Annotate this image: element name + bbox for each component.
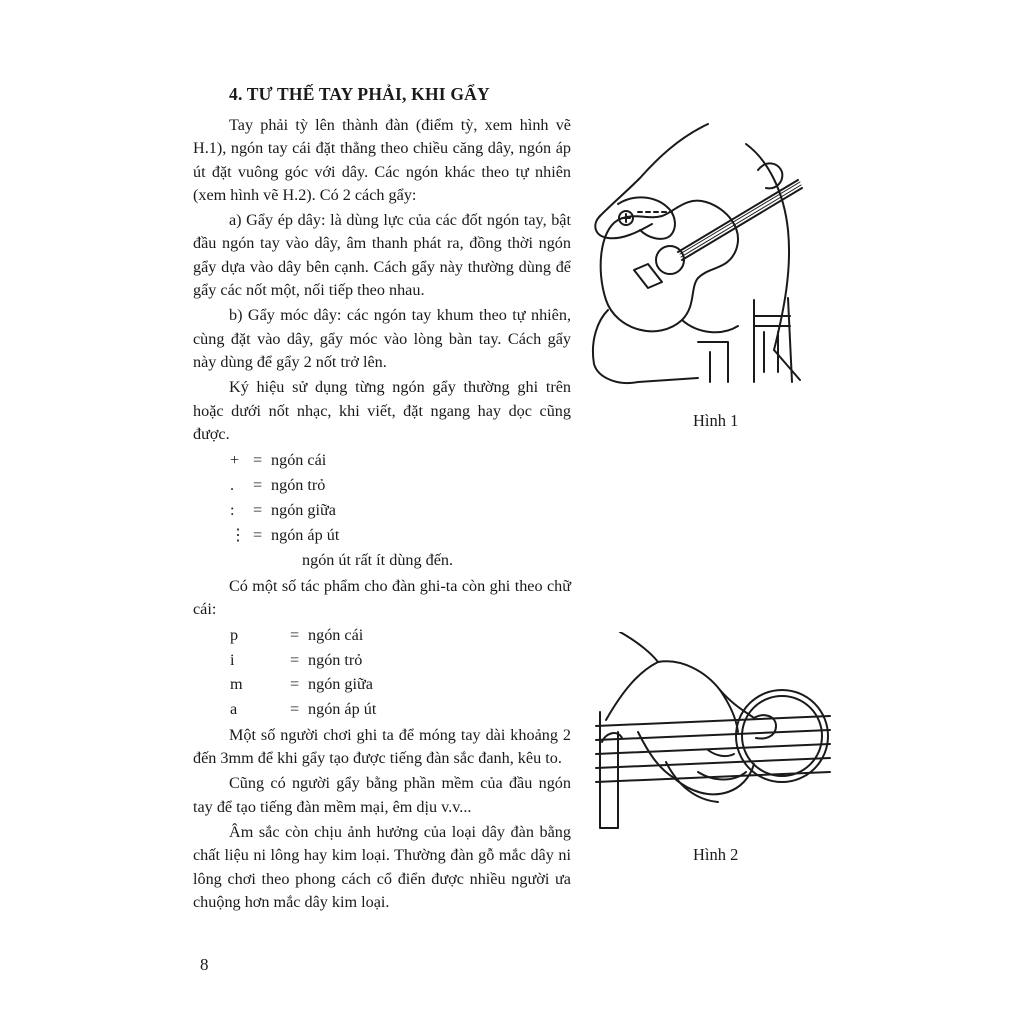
finger-letter-table <box>193 624 571 722</box>
paragraph-finger-symbols: Ký hiệu sử dụng từng ngón gẩy thường ghi trên hoặc dưới nốt nhạc, khi viết, đặt ngang hay dọc cũng được. <box>193 378 571 443</box>
letter-meaning: ngón áp út <box>308 699 377 718</box>
equals-sign: = <box>290 675 300 694</box>
equals-sign: = <box>290 650 300 669</box>
paragraph-press-plucking: a) Gẩy ép dây: là dùng lực của các đốt ngón tay, bật đầu ngón tay vào dây, âm thanh phát ra, đồng thời ngón gẩy dựa vào dây bên cạnh. Cách gẩy này thường dùng để gẩy các nốt một, nối tiếp theo nhau. <box>193 211 571 300</box>
letter-meaning: ngón cái <box>308 626 364 645</box>
equals-sign: = <box>253 476 263 494</box>
letter-row <box>193 673 571 698</box>
equals-sign: = <box>253 526 263 544</box>
letter-row <box>193 697 571 722</box>
figure-1-guitarist-illustration <box>578 120 814 392</box>
symbol-meaning: ngón giữa <box>271 501 336 519</box>
letter-meaning: ngón giữa <box>308 675 373 694</box>
symbol-meaning: ngón áp út <box>271 526 340 544</box>
symbol-meaning: ngón cái <box>271 451 327 469</box>
paragraph-letter-notation: Có một số tác phẩm cho đàn ghi-ta còn ghi theo chữ cái: <box>193 577 571 619</box>
figure-2-plucking-hand-illustration <box>578 632 834 832</box>
symbol: + <box>230 451 240 469</box>
paragraph-right-hand-position: Tay phải tỳ lên thành đàn (điểm tỳ, xem hình vẽ H.1), ngón tay cái đặt thẳng theo chiều căng dây, ngón áp út đặt vuông góc với dây. Các ngón khác theo tự nhiên (xem hình vẽ H.2). Có 2 cách gẩy: <box>193 116 571 204</box>
figure-1-caption: Hình 1 <box>693 411 739 430</box>
symbol-row <box>193 448 571 473</box>
equals-sign: = <box>253 451 263 469</box>
section-heading: 4. TƯ THẾ TAY PHẢI, KHI GẨY <box>229 84 490 104</box>
symbol-row <box>193 473 571 498</box>
symbol-note: ngón út rất ít dùng đến. <box>302 551 454 570</box>
symbol-meaning: ngón trỏ <box>271 476 326 494</box>
symbol: ⋮ <box>230 526 247 544</box>
letter-row <box>193 648 571 673</box>
letter-row <box>193 624 571 649</box>
symbol-row <box>193 498 571 523</box>
symbol: . <box>230 476 235 494</box>
finger-symbol-table <box>193 448 571 573</box>
paragraph-hook-plucking: b) Gẩy móc dây: các ngón tay khum theo tự nhiên, cùng đặt vào dây, gẩy móc vào lòng bàn tay. Cách gẩy này dùng để gẩy 2 nốt trở lên. <box>193 306 571 371</box>
letter-meaning: ngón trỏ <box>308 650 363 669</box>
letter: p <box>230 626 239 645</box>
symbol: : <box>230 501 235 519</box>
equals-sign: = <box>290 626 300 645</box>
symbol-row <box>193 523 571 548</box>
equals-sign: = <box>253 501 263 519</box>
figure-2-caption: Hình 2 <box>693 845 739 864</box>
equals-sign: = <box>290 699 300 718</box>
paragraph-long-nails: Một số người chơi ghi ta để móng tay dài khoảng 2 đến 3mm để khi gẩy tạo được tiếng đàn sắc đanh, kêu to. <box>193 725 571 768</box>
paragraph-soft-fingertip: Cũng có người gẩy bằng phần mềm của đầu ngón tay để tạo tiếng đàn mềm mại, êm dịu v.v... <box>193 774 571 816</box>
letter: i <box>230 650 235 669</box>
page-number: 8 <box>200 955 209 974</box>
text-column <box>193 114 571 914</box>
letter: m <box>230 675 243 694</box>
letter: a <box>230 699 238 718</box>
paragraph-string-material: Âm sắc còn chịu ảnh hưởng của loại dây đàn bằng chất liệu ni lông hay kim loại. Thường đàn gỗ mắc dây ni lông chơi theo phong cách cổ điển được nhiều người ưa chuộng hơn mắc dây kim loại. <box>193 822 571 911</box>
